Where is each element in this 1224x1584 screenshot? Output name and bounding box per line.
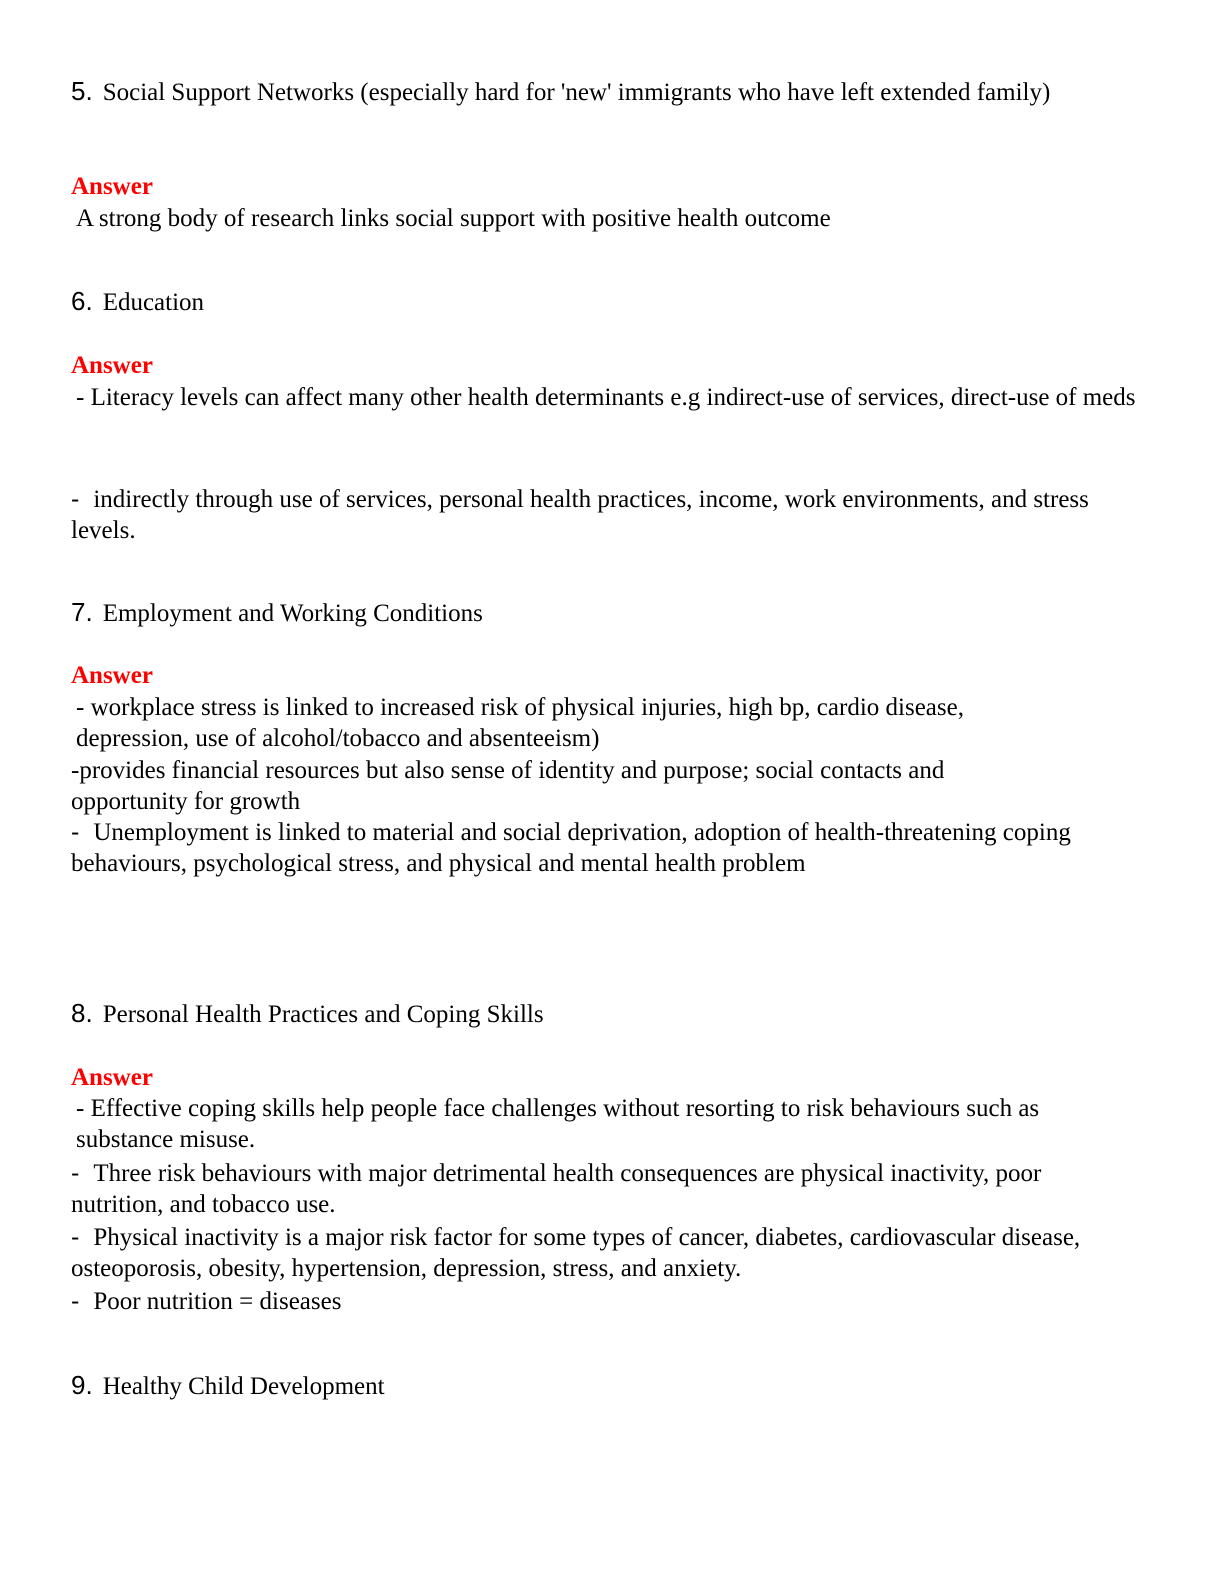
- question-number: 5.: [71, 76, 93, 106]
- answer-text: - Literacy levels can affect many other health determinants e.g indirect-use of services, direct-use of meds: [76, 384, 1136, 411]
- dash-bullet: -: [71, 1223, 80, 1251]
- dash-bullet: -: [71, 485, 80, 513]
- answer-bullet: [71, 1222, 1116, 1284]
- answer-bullet: [71, 1158, 1101, 1220]
- question-number: 7.: [71, 597, 93, 627]
- question-6-heading: [71, 286, 1161, 318]
- answer-bullet: [71, 817, 1081, 879]
- question-title: Social Support Networks (especially hard for 'new' immigrants who have left extended family): [102, 79, 1051, 106]
- answer-text: Poor nutrition = diseases: [93, 1288, 342, 1315]
- answer-label: Answer: [71, 1064, 153, 1091]
- question-title: Education: [102, 289, 205, 316]
- question-title: Personal Health Practices and Coping Skills: [102, 1001, 544, 1028]
- answer-bullet: [71, 1286, 1161, 1317]
- answer-label: Answer: [71, 173, 153, 200]
- answer-text: - Effective coping skills help people face challenges without resorting to risk behaviours such as substance misuse.: [76, 1095, 1040, 1153]
- question-8-heading: [71, 998, 1161, 1030]
- dash-bullet: -: [71, 818, 80, 846]
- question-9-heading: [71, 1370, 1161, 1402]
- question-number: 6.: [71, 286, 93, 316]
- answer-text: A strong body of research links social support with positive health outcome: [76, 205, 831, 232]
- question-number: 9.: [71, 1370, 93, 1400]
- answer-text: Unemployment is linked to material and social deprivation, adoption of health-threatening coping behaviours, psychological stress, and physical and mental health problem: [71, 819, 1071, 877]
- answer-bullet: [71, 484, 1091, 546]
- answer-label: Answer: [71, 662, 153, 689]
- question-5-heading: [71, 76, 1161, 108]
- answer-text: Three risk behaviours with major detrimental health consequences are physical inactivity, poor nutrition, and tobacco use.: [71, 1160, 1042, 1218]
- answer-text: -provides financial resources but also sense of identity and purpose; social contacts and opportunity for growth: [71, 757, 945, 815]
- dash-bullet: -: [71, 1287, 80, 1315]
- question-title: Employment and Working Conditions: [102, 600, 483, 627]
- answer-text: Physical inactivity is a major risk factor for some types of cancer, diabetes, cardiovascular disease, osteoporosis, obesity, hypertension, depression, stress, and anxiety.: [71, 1224, 1081, 1282]
- dash-bullet: -: [71, 1159, 80, 1187]
- answer-text: - workplace stress is linked to increased risk of physical injuries, high bp, cardio disease, depression, use of alcohol/tobacco and absenteeism): [76, 694, 964, 752]
- answer-text: indirectly through use of services, personal health practices, income, work environments, and stress levels.: [71, 486, 1089, 544]
- question-7-heading: [71, 597, 1161, 629]
- question-number: 8.: [71, 998, 93, 1028]
- question-title: Healthy Child Development: [102, 1373, 385, 1400]
- answer-label: Answer: [71, 352, 153, 379]
